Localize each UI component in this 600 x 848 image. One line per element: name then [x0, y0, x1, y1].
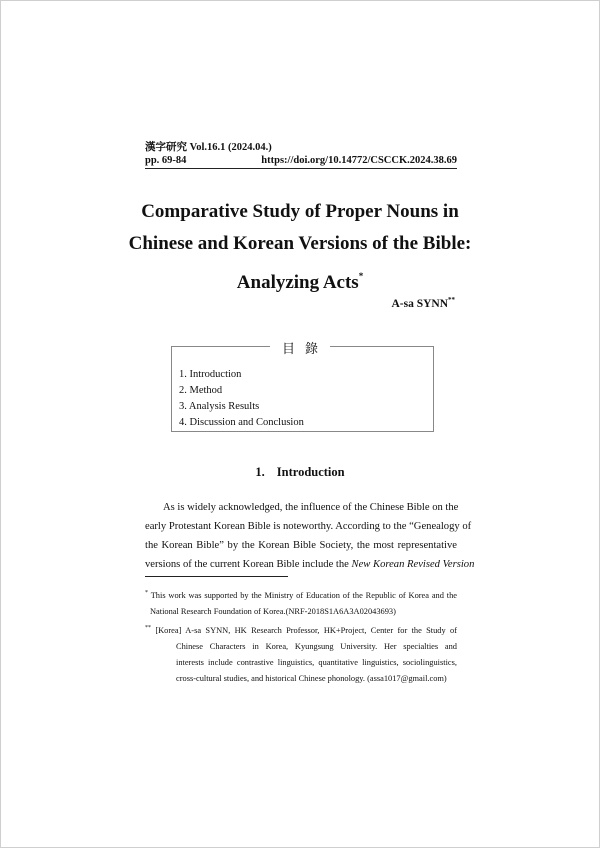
- body-line-last: [145, 555, 475, 574]
- paper-title: [100, 196, 500, 299]
- journal-info: 漢字研究 Vol.16.1 (2024.04.): [145, 142, 272, 153]
- toc-list: [179, 367, 304, 431]
- body-line: early Protestant Korean Bible is noteworthy. According to the “Genealogy of: [145, 521, 472, 532]
- author-footnote-mark[interactable]: **: [448, 296, 455, 304]
- title-line-1: Comparative Study of Proper Nouns in: [141, 201, 459, 222]
- footnote-text: This work was supported by the Ministry of Education of the Republic of Korea and the: [150, 591, 457, 600]
- footnote-rule: [145, 576, 288, 577]
- section-title: Introduction: [276, 465, 345, 479]
- footnote-text: Chinese Characters in Korea, Kyungsung University. Her specialties and: [176, 642, 457, 651]
- footnote-text: [Korea] A-sa SYNN, HK Research Professor, HK+Project, Center for the Study of: [155, 626, 457, 635]
- body-line: As is widely acknowledged, the influence of the Chinese Bible on the: [163, 502, 459, 513]
- footnote-1: [145, 585, 457, 620]
- author-name: [391, 296, 455, 310]
- body-italic-title: New Korean Revised Version: [351, 559, 475, 570]
- doi-link[interactable]: https://doi.org/10.14772/CSCCK.2024.38.69: [261, 155, 457, 166]
- footnote-text[interactable]: cross-cultural studies, and historical Chinese phonology. (assa1017@gmail.com): [176, 674, 447, 683]
- title-line-3: Analyzing Acts: [236, 272, 359, 293]
- section-number: 1.: [255, 465, 265, 479]
- title-line-2: Chinese and Korean Versions of the Bible:: [128, 233, 472, 254]
- body-paragraph: [145, 498, 475, 574]
- footnote-2-mark: **: [145, 625, 151, 631]
- toc-item[interactable]: 1. Introduction: [179, 369, 242, 380]
- title-footnote-mark[interactable]: *: [358, 271, 364, 281]
- page-range: pp. 69-84: [145, 155, 187, 166]
- toc-item[interactable]: 4. Discussion and Conclusion: [179, 417, 304, 428]
- section-heading: [0, 465, 600, 480]
- toc-item[interactable]: 2. Method: [179, 385, 223, 396]
- author-text: A-sa SYNN: [391, 298, 448, 310]
- toc-item[interactable]: 3. Analysis Results: [179, 401, 260, 412]
- body-line: the Korean Bible” by the Korean Bible Society, the most representative: [145, 540, 457, 551]
- footnote-1-mark: *: [145, 590, 148, 596]
- toc-heading: 目錄: [270, 338, 330, 357]
- journal-header: [145, 141, 457, 167]
- footnote-text: National Research Foundation of Korea.(NRF-2018S1A6A3A02043693): [150, 607, 396, 616]
- body-line-text: versions of the current Korean Bible include the: [145, 559, 352, 570]
- footnote-text: interests include contrastive linguistics, quantitative linguistics, sociolinguistics,: [176, 658, 457, 667]
- footnote-2: [145, 620, 457, 687]
- footnotes: [145, 585, 457, 687]
- header-rule: [145, 168, 457, 169]
